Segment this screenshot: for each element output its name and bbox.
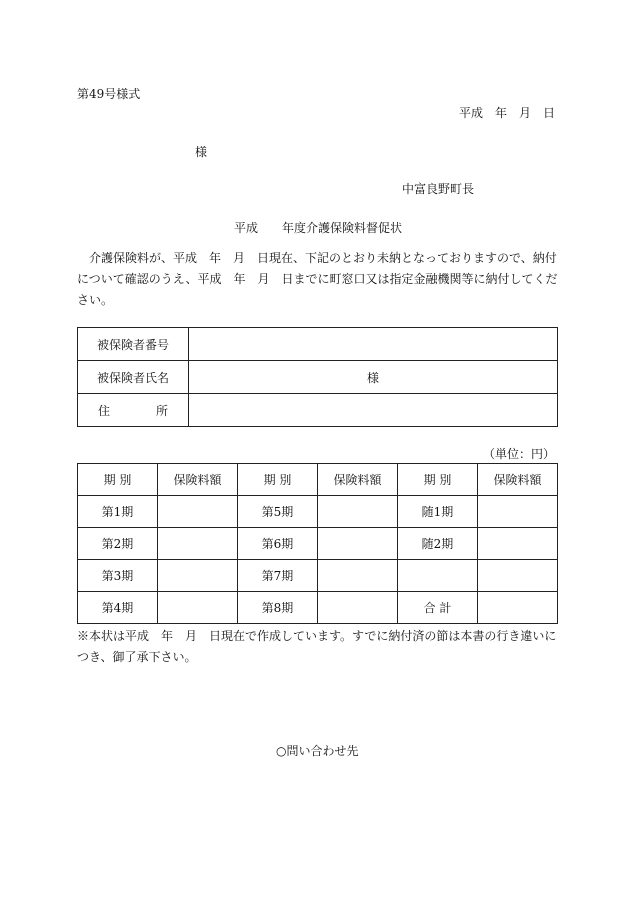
schedule-table [77, 463, 558, 624]
sender-name: 中富良野町長 [402, 182, 475, 196]
table-cell [478, 528, 558, 560]
address-label-part: 住 [98, 403, 111, 418]
column-header: 保険料額 [158, 464, 238, 496]
table-row [78, 328, 558, 361]
table-cell: 随2期 [398, 528, 478, 560]
table-cell [318, 496, 398, 528]
table-cell [158, 496, 238, 528]
table-cell [158, 592, 238, 624]
table-cell: 第3期 [78, 560, 158, 592]
table-cell: 随1期 [398, 496, 478, 528]
table-row [78, 361, 558, 394]
table-header-row [78, 464, 558, 496]
column-header: 期 別 [238, 464, 318, 496]
table-cell [478, 560, 558, 592]
table-cell [318, 592, 398, 624]
table-cell: 第4期 [78, 592, 158, 624]
unit-note: （単位：円） [482, 447, 555, 461]
column-header: 保険料額 [318, 464, 398, 496]
table-cell [478, 592, 558, 624]
table-cell: 第8期 [238, 592, 318, 624]
table-cell [478, 496, 558, 528]
address-label-part: 所 [155, 403, 168, 418]
table-cell: 第6期 [238, 528, 318, 560]
table-cell [158, 560, 238, 592]
addressee-suffix: 様 [195, 145, 208, 159]
table-cell [318, 528, 398, 560]
date-line: 平成 年 月 日 [458, 106, 555, 120]
table-row [78, 560, 558, 592]
address-value [189, 394, 558, 427]
table-row [78, 496, 558, 528]
table-cell: 第2期 [78, 528, 158, 560]
insured-name-label: 被保険者氏名 [78, 361, 189, 394]
insured-number-value [189, 328, 558, 361]
table-cell: 合 計 [398, 592, 478, 624]
column-header: 保険料額 [478, 464, 558, 496]
table-cell: 第1期 [78, 496, 158, 528]
table-row [78, 528, 558, 560]
insured-number-label: 被保険者番号 [78, 328, 189, 361]
table-cell [398, 560, 478, 592]
column-header: 期 別 [398, 464, 478, 496]
address-label [78, 394, 189, 427]
table-cell: 第5期 [238, 496, 318, 528]
column-header: 期 別 [78, 464, 158, 496]
table-cell: 第7期 [238, 560, 318, 592]
document-title: 平成 年度介護保険料督促状 [234, 221, 403, 235]
table-cell [318, 560, 398, 592]
insured-info-table [77, 327, 558, 427]
body-text: 介護保険料が、平成 年 月 日現在、下記のとおり未納となっておりますので、納付について確認のうえ、平成 年 月 日までに町窓口又は指定金融機関等に納付してください。 [77, 251, 558, 307]
table-row [78, 592, 558, 624]
table-row [78, 394, 558, 427]
form-number: 第49号様式 [77, 87, 141, 101]
table-cell [158, 528, 238, 560]
contact-heading: ○問い合わせ先 [276, 744, 359, 758]
insured-name-value: 様 [189, 361, 558, 394]
footnote: ※本状は平成 年 月 日現在で作成しています。すでに納付済の節は本書の行き違いにつき、御了承下さい。 [77, 629, 557, 664]
